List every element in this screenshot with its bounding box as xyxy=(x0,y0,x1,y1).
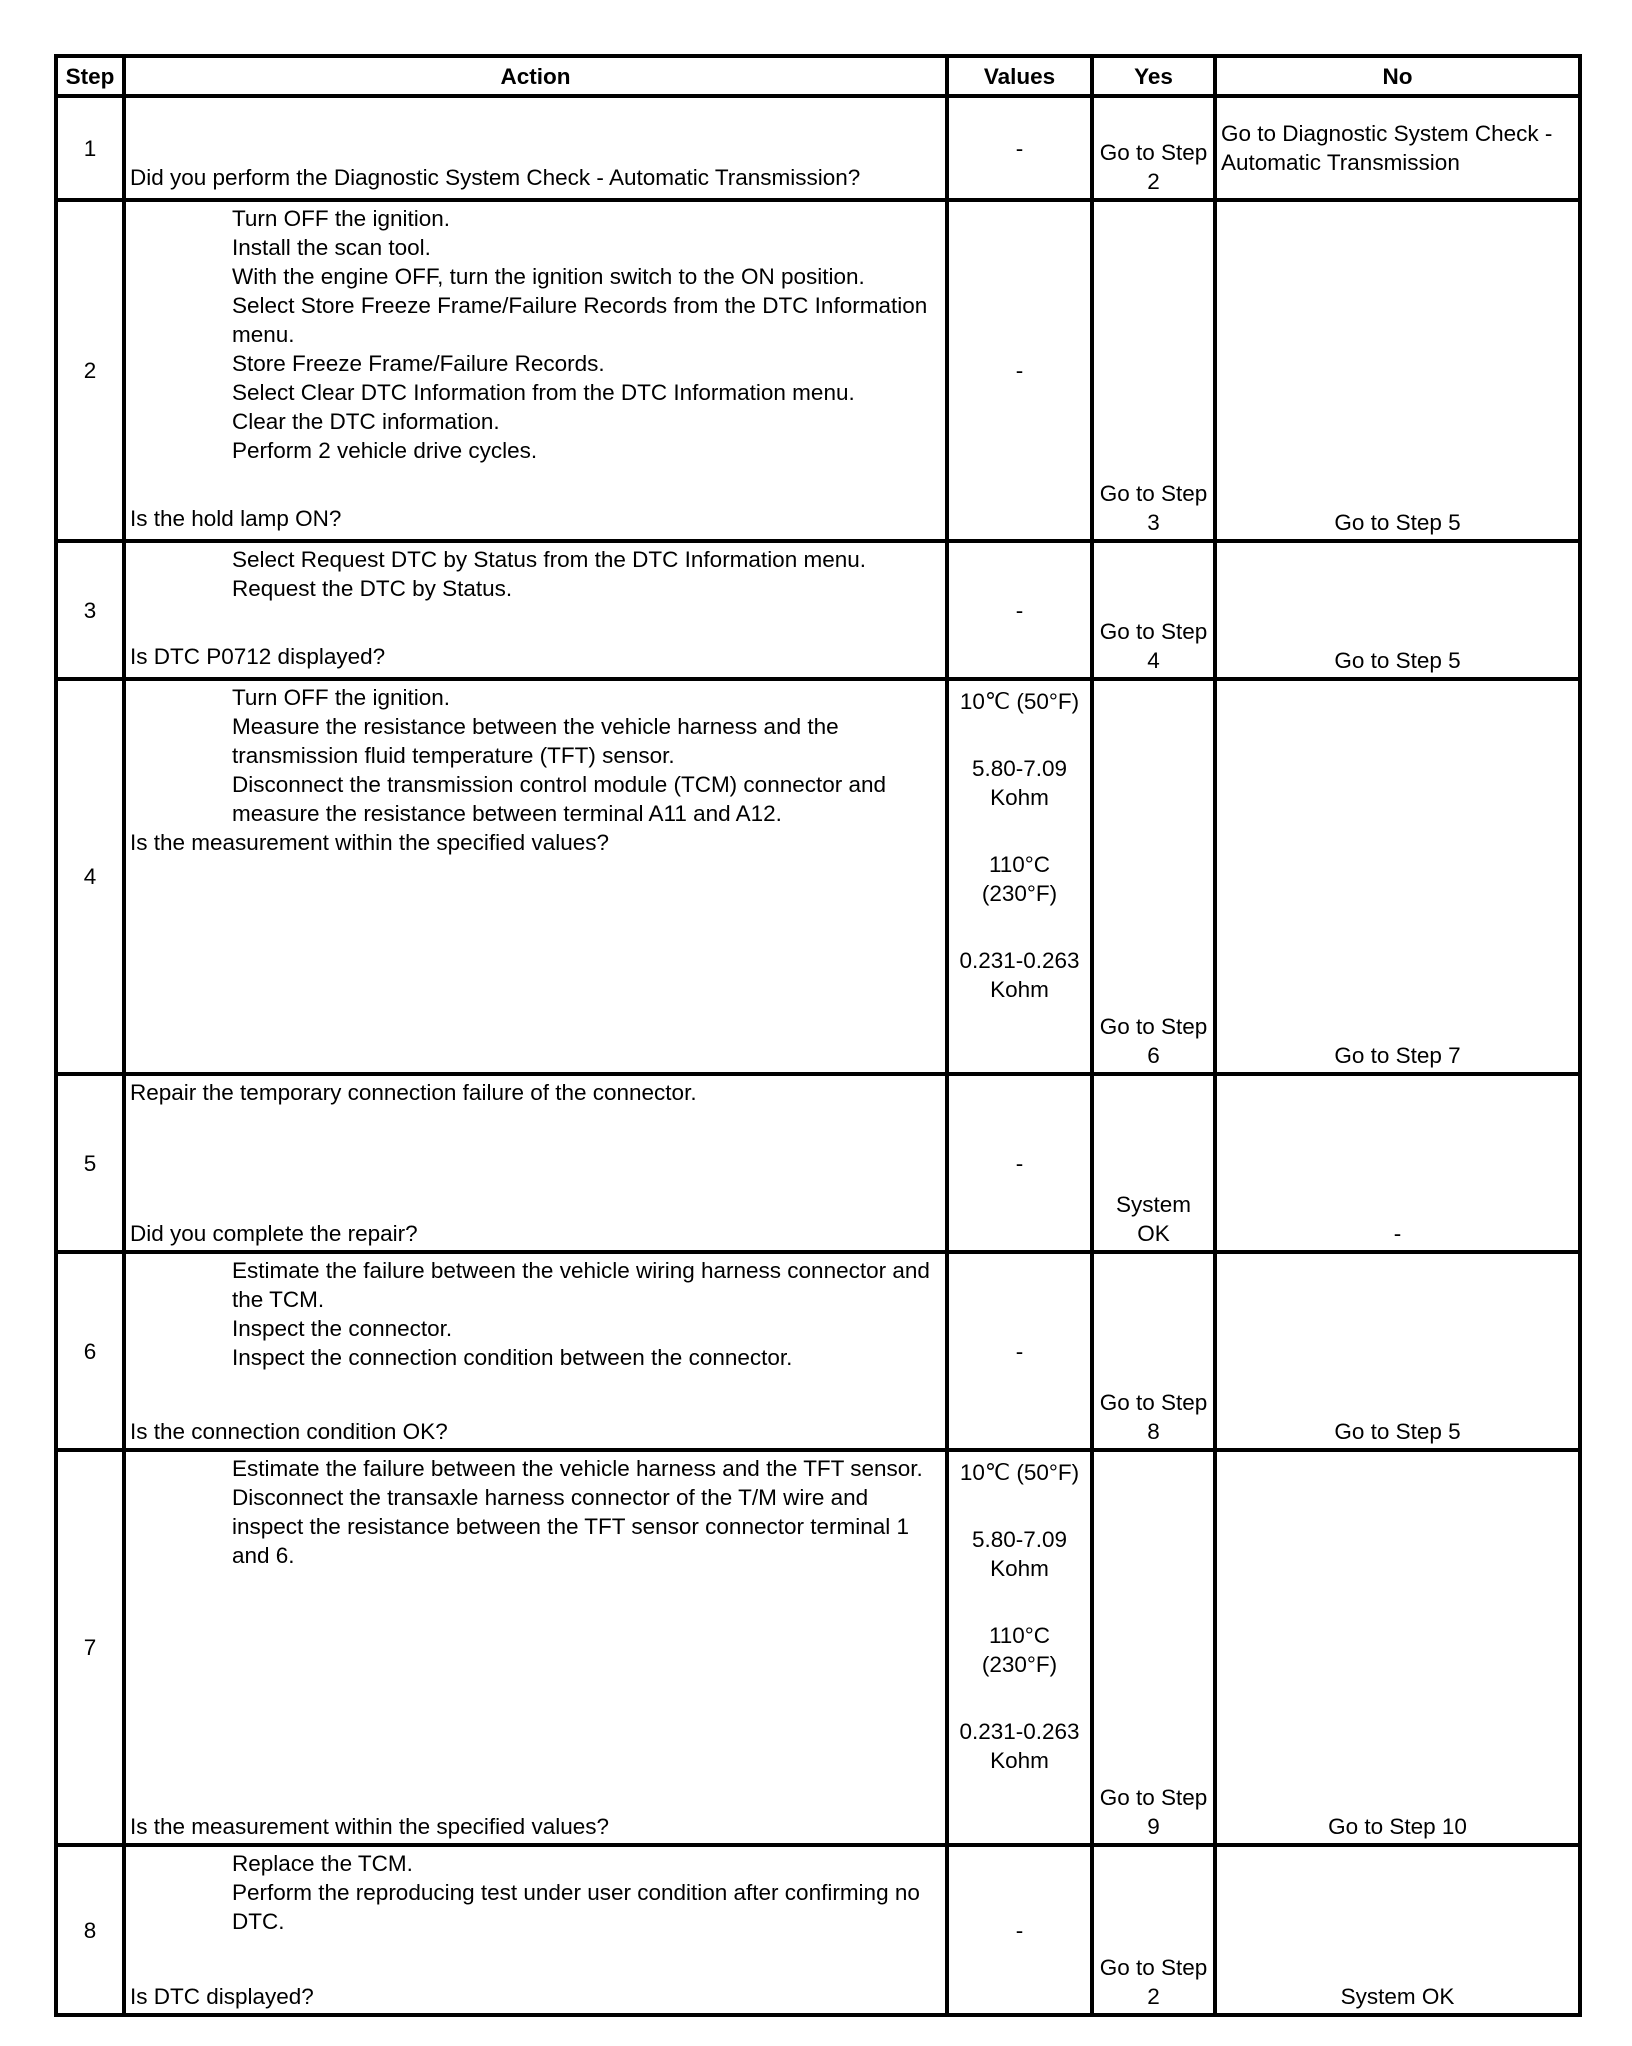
action-bullet: Request the DTC by Status. xyxy=(232,576,513,601)
table-row xyxy=(56,541,1580,679)
action-bullet: Install the scan tool. xyxy=(232,235,431,260)
value-item: - xyxy=(1015,358,1024,383)
no-cell: System OK xyxy=(1215,1845,1580,2015)
value-item: - xyxy=(1015,1917,1024,1943)
action-bullets xyxy=(130,545,941,603)
action-bullet: Clear the DTC information. xyxy=(232,409,500,434)
no-cell: Go to Diagnostic System Check - Automatic Transmission xyxy=(1215,96,1580,200)
yes-cell: Go to Step 3 xyxy=(1092,200,1215,541)
action-bullet: Inspect the connector. xyxy=(232,1316,453,1341)
yes-cell: Go to Step 2 xyxy=(1092,1845,1215,2015)
value-item: - xyxy=(1015,135,1024,161)
action-question: Did you perform the Diagnostic System Check - Automatic Transmission? xyxy=(130,165,861,190)
action-bullet: Select Store Freeze Frame/Failure Records from the DTC Information menu. xyxy=(232,293,928,347)
value-item: 10℃ (50°F) xyxy=(959,689,1080,714)
values-cell xyxy=(947,96,1092,200)
action-bullet: Store Freeze Frame/Failure Records. xyxy=(232,351,605,376)
table-row xyxy=(56,1252,1580,1450)
action-bullet: Select Clear DTC Information from the DTC Information menu. xyxy=(232,380,855,405)
action-steps xyxy=(130,545,941,603)
header-values: Values xyxy=(947,56,1092,96)
value-item: 5.80-7.09 Kohm xyxy=(971,756,1068,810)
action-cell xyxy=(124,1450,947,1845)
yes-cell: Go to Step 9 xyxy=(1092,1450,1215,1845)
action-question: Is the measurement within the specified values? xyxy=(130,830,610,855)
no-cell: Go to Step 5 xyxy=(1215,200,1580,541)
action-bullet: Select Request DTC by Status from the DTC Information menu. xyxy=(232,547,866,572)
values-cell xyxy=(947,1845,1092,2015)
action-question: Is the measurement within the specified values? xyxy=(130,1814,610,1839)
action-bullets xyxy=(130,1849,941,1936)
no-cell: Go to Step 10 xyxy=(1215,1450,1580,1845)
values-gap xyxy=(953,716,1086,754)
action-question: Is the hold lamp ON? xyxy=(130,506,342,531)
action-question: Is DTC P0712 displayed? xyxy=(130,644,386,669)
value-item: 110°C (230°F) xyxy=(981,1623,1058,1677)
action-bullet: Estimate the failure between the vehicle harness and the TFT sensor. xyxy=(232,1456,923,1481)
value-item: 0.231-0.263 Kohm xyxy=(959,1719,1080,1773)
action-cell xyxy=(124,1252,947,1450)
yes-cell: Go to Step 6 xyxy=(1092,679,1215,1074)
table-row xyxy=(56,679,1580,1074)
step-cell: 6 xyxy=(56,1252,124,1450)
values-gap xyxy=(953,1487,1086,1525)
action-steps xyxy=(130,683,941,828)
value-item: - xyxy=(1015,1338,1024,1364)
table-row xyxy=(56,1074,1580,1252)
table-row xyxy=(56,1845,1580,2015)
yes-cell: Go to Step 4 xyxy=(1092,541,1215,679)
action-intro: Repair the temporary connection failure of the connector. xyxy=(130,1080,697,1105)
action-cell xyxy=(124,200,947,541)
values-cell xyxy=(947,200,1092,541)
action-bullet: Replace the TCM. xyxy=(232,1851,413,1876)
action-bullet: Disconnect the transaxle harness connector of the T/M wire and inspect the resistance between the TFT sensor connector terminal 1 and 6. xyxy=(232,1485,910,1568)
table-row xyxy=(56,200,1580,541)
action-bullet: Inspect the connection condition between the connector. xyxy=(232,1345,793,1370)
action-bullets xyxy=(130,683,941,828)
action-steps xyxy=(130,1078,941,1107)
action-content xyxy=(130,1256,941,1446)
table-row xyxy=(56,1450,1580,1845)
values-gap xyxy=(953,812,1086,850)
no-cell: - xyxy=(1215,1074,1580,1252)
action-content xyxy=(130,1454,941,1841)
header-row xyxy=(56,56,1580,96)
yes-cell: Go to Step 8 xyxy=(1092,1252,1215,1450)
action-bullets xyxy=(130,1454,941,1570)
no-cell: Go to Step 5 xyxy=(1215,541,1580,679)
action-bullet: Turn OFF the ignition. xyxy=(232,685,451,710)
action-content xyxy=(130,100,941,192)
action-bullets xyxy=(130,1256,941,1372)
action-bullets xyxy=(130,204,941,465)
action-content xyxy=(130,683,941,1070)
values-gap xyxy=(953,1583,1086,1621)
action-cell xyxy=(124,1845,947,2015)
value-item: 110°C (230°F) xyxy=(981,852,1058,906)
action-steps xyxy=(130,1849,941,1936)
action-question: Is DTC displayed? xyxy=(130,1984,314,2009)
action-bullet: Estimate the failure between the vehicle wiring harness connector and the TCM. xyxy=(232,1258,930,1312)
step-cell: 1 xyxy=(56,96,124,200)
action-cell xyxy=(124,1074,947,1252)
action-cell xyxy=(124,679,947,1074)
values-cell xyxy=(947,541,1092,679)
action-steps xyxy=(130,1256,941,1372)
step-cell: 2 xyxy=(56,200,124,541)
yes-cell: Go to Step 2 xyxy=(1092,96,1215,200)
values-gap xyxy=(953,1679,1086,1717)
action-bullet: Measure the resistance between the vehicle harness and the transmission fluid temperature (TFT) sensor. xyxy=(232,714,839,768)
value-item: - xyxy=(1015,1150,1024,1176)
action-content xyxy=(130,1078,941,1248)
action-cell xyxy=(124,541,947,679)
value-item: - xyxy=(1015,597,1024,623)
table-row xyxy=(56,96,1580,200)
header-no: No xyxy=(1215,56,1580,96)
step-cell: 4 xyxy=(56,679,124,1074)
action-bullet: Disconnect the transmission control module (TCM) connector and measure the resistance between terminal A11 and A12. xyxy=(232,772,887,826)
action-question: Did you complete the repair? xyxy=(130,1221,418,1246)
step-cell: 8 xyxy=(56,1845,124,2015)
no-cell: Go to Step 7 xyxy=(1215,679,1580,1074)
action-bullet: Turn OFF the ignition. xyxy=(232,206,451,231)
step-cell: 3 xyxy=(56,541,124,679)
action-cell xyxy=(124,96,947,200)
values-gap xyxy=(953,908,1086,946)
step-cell: 5 xyxy=(56,1074,124,1252)
action-bullet: Perform the reproducing test under user condition after confirming no DTC. xyxy=(232,1880,920,1934)
values-cell xyxy=(947,679,1092,1074)
action-content xyxy=(130,204,941,533)
diagnostic-table xyxy=(54,54,1582,2017)
values-cell xyxy=(947,1074,1092,1252)
action-content xyxy=(130,545,941,671)
value-item: 10℃ (50°F) xyxy=(959,1460,1080,1485)
step-cell: 7 xyxy=(56,1450,124,1845)
action-bullet: Perform 2 vehicle drive cycles. xyxy=(232,438,538,463)
no-cell: Go to Step 5 xyxy=(1215,1252,1580,1450)
action-content xyxy=(130,1849,941,2011)
header-action: Action xyxy=(124,56,947,96)
values-cell xyxy=(947,1252,1092,1450)
value-item: 0.231-0.263 Kohm xyxy=(959,948,1080,1002)
yes-cell: System OK xyxy=(1092,1074,1215,1252)
value-item: 5.80-7.09 Kohm xyxy=(971,1527,1068,1581)
values-cell xyxy=(947,1450,1092,1845)
action-question: Is the connection condition OK? xyxy=(130,1419,448,1444)
action-steps xyxy=(130,1454,941,1570)
header-step: Step xyxy=(56,56,124,96)
header-yes: Yes xyxy=(1092,56,1215,96)
action-steps xyxy=(130,204,941,465)
action-bullet: With the engine OFF, turn the ignition switch to the ON position. xyxy=(232,264,865,289)
